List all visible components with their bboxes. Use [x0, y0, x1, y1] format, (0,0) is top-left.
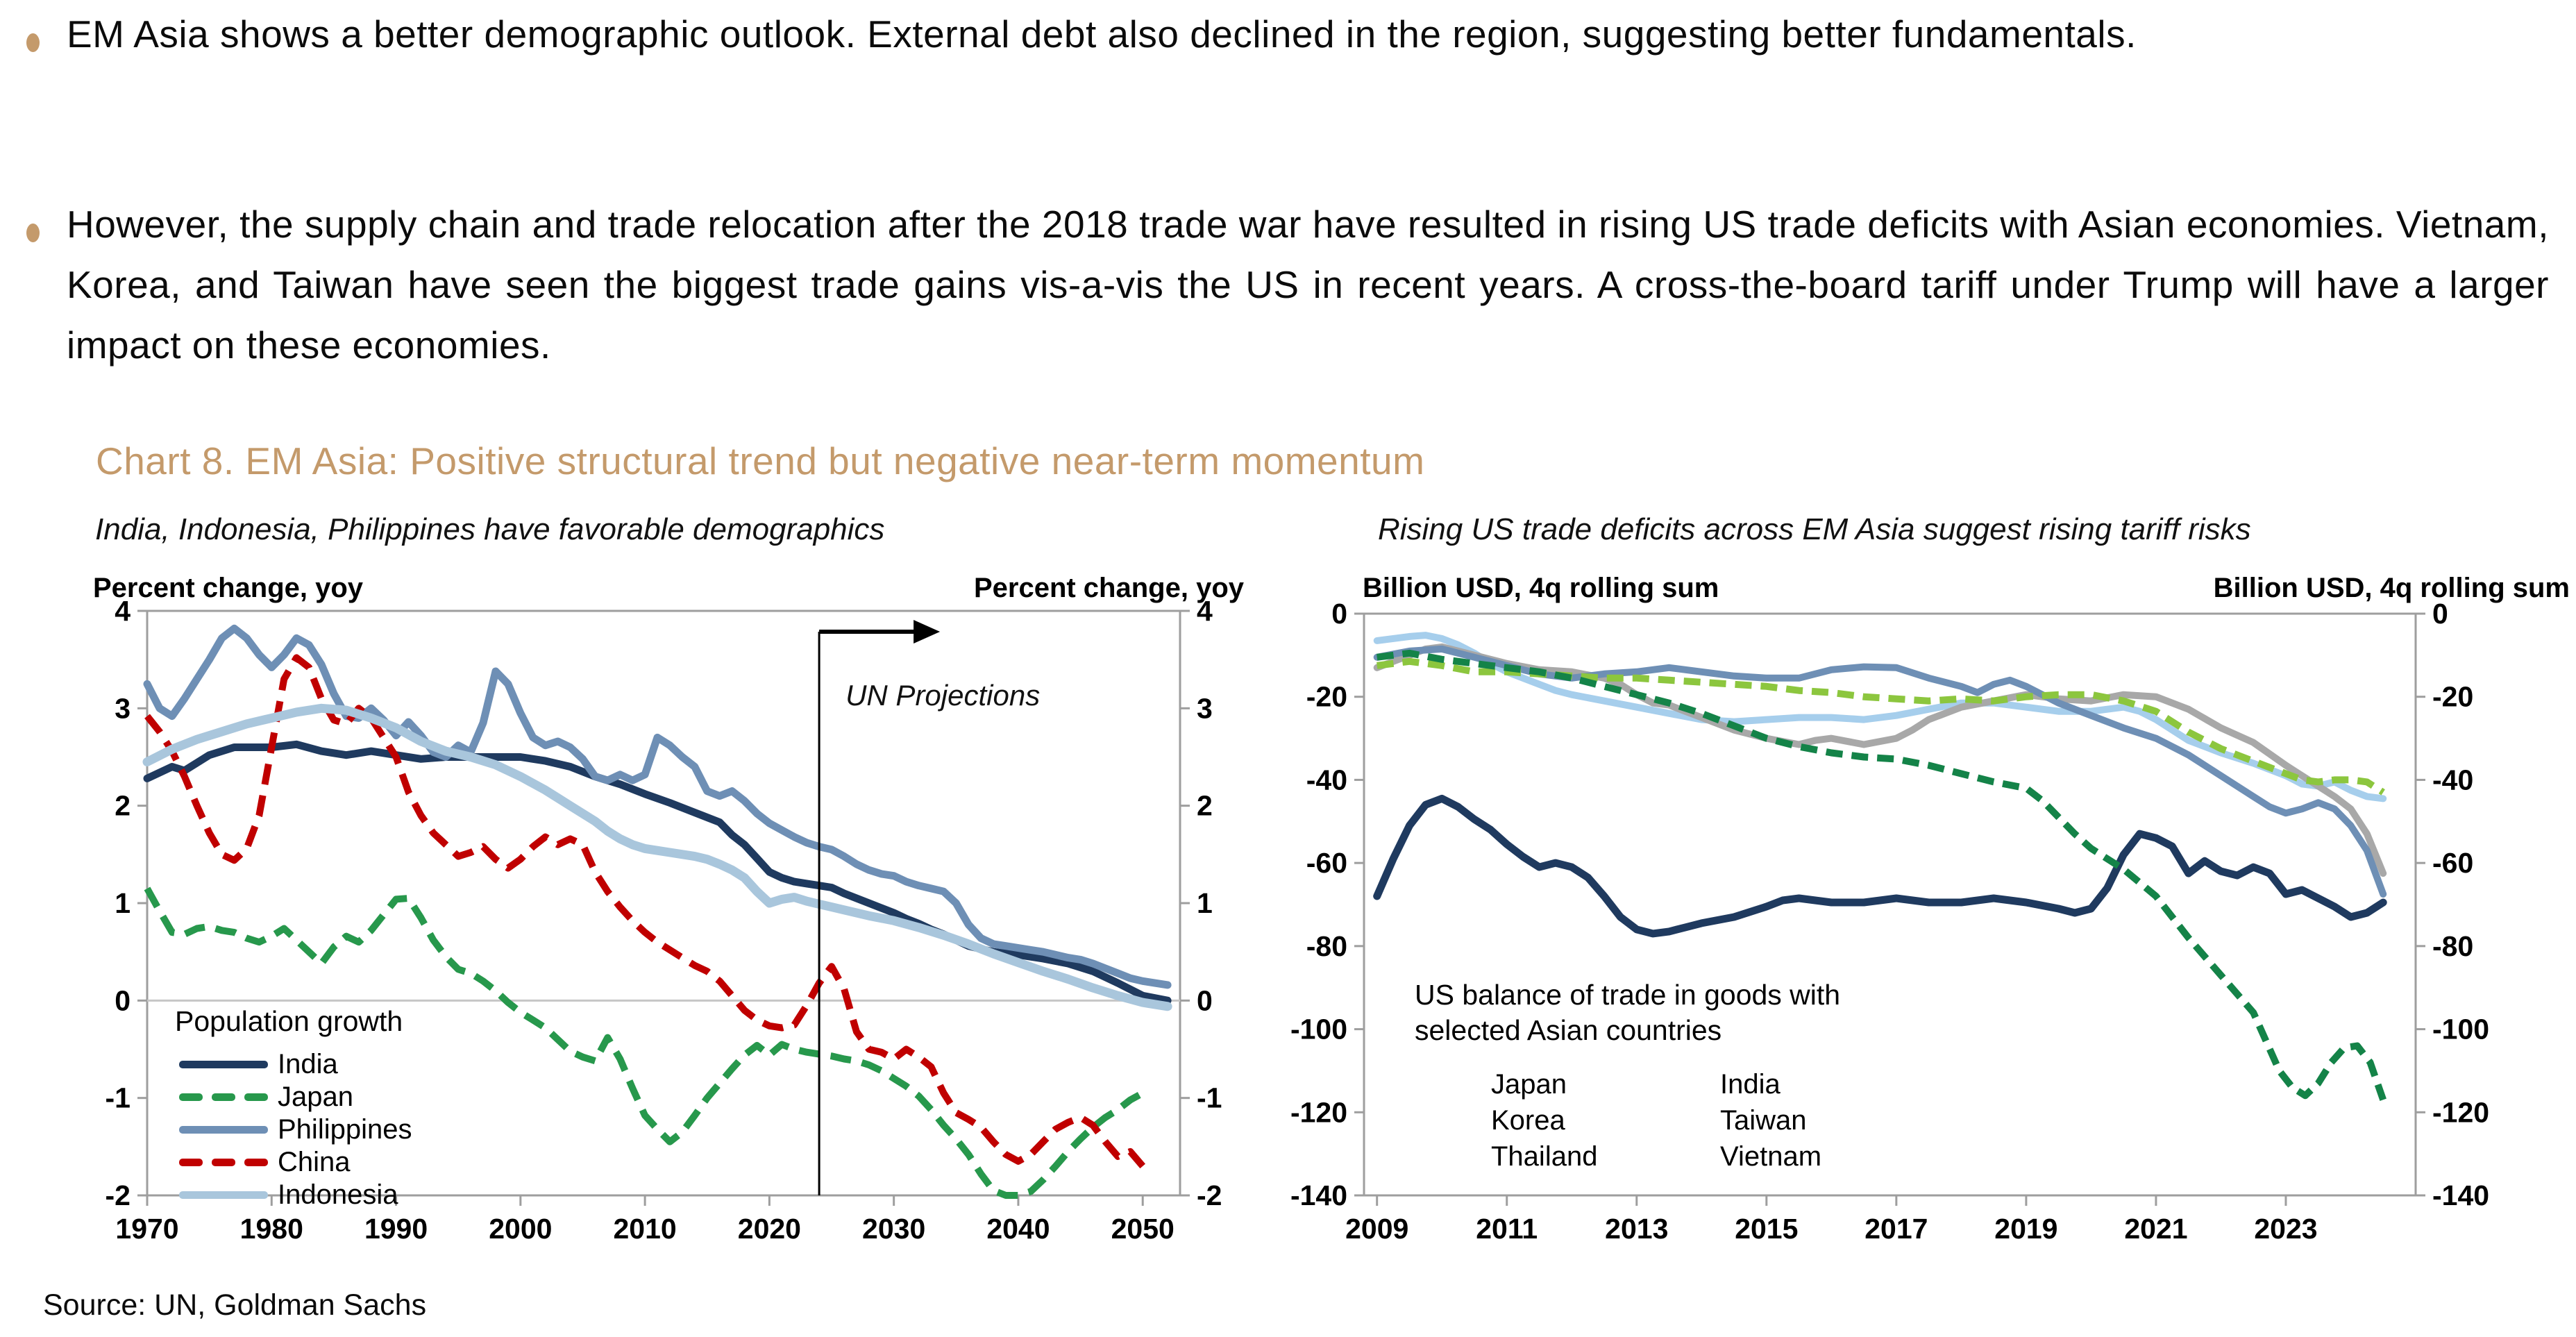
- legend-label: Taiwan: [1720, 1105, 1807, 1136]
- svg-text:-120: -120: [2432, 1096, 2490, 1129]
- svg-text:1980: 1980: [239, 1213, 303, 1245]
- svg-text:-2: -2: [1197, 1179, 1222, 1211]
- source-line: Source: UN, Goldman Sachs: [43, 1288, 427, 1322]
- svg-text:-1: -1: [105, 1082, 131, 1114]
- right-chart-subtitle: Rising US trade deficits across EM Asia suggest rising tariff risks: [1378, 512, 2251, 546]
- right-chart-note: US balance of trade in goods with selected Asian countries: [1415, 979, 1841, 1046]
- legend-label: Thailand: [1491, 1141, 1598, 1172]
- legend-label: China: [278, 1147, 351, 1177]
- svg-text:-100: -100: [2432, 1013, 2490, 1045]
- dashed-line-swatch-icon: [179, 1159, 268, 1166]
- svg-text:UN Projections: UN Projections: [845, 679, 1041, 712]
- svg-text:-80: -80: [2432, 930, 2474, 962]
- svg-text:2023: 2023: [2254, 1213, 2318, 1245]
- legend-label: Japan: [278, 1082, 353, 1112]
- solid-line-swatch-icon: [179, 1126, 268, 1134]
- legend-item-indonesia: [179, 1179, 412, 1211]
- svg-text:2021: 2021: [2124, 1213, 2188, 1245]
- svg-text:2015: 2015: [1735, 1213, 1799, 1245]
- legend-label: India: [278, 1049, 338, 1079]
- svg-text:1: 1: [1197, 887, 1213, 919]
- svg-text:0: 0: [1331, 598, 1347, 630]
- svg-text:2030: 2030: [862, 1213, 926, 1245]
- svg-text:2009: 2009: [1345, 1213, 1409, 1245]
- legend-item-japan: [1398, 1070, 1627, 1099]
- svg-text:-2: -2: [105, 1179, 131, 1211]
- svg-text:2019: 2019: [1994, 1213, 2058, 1245]
- svg-text:2011: 2011: [1476, 1213, 1538, 1245]
- legend-item-india: [1627, 1070, 1821, 1099]
- svg-text:2050: 2050: [1111, 1213, 1175, 1245]
- legend-label: Vietnam: [1720, 1141, 1822, 1172]
- svg-text:1990: 1990: [364, 1213, 428, 1245]
- bullet-icon: [26, 224, 40, 242]
- svg-text:0: 0: [1197, 984, 1213, 1017]
- bullet-item-1: EM Asia shows a better demographic outlook. External debt also declined in the region, suggesting better fundamentals.: [67, 12, 2137, 56]
- svg-text:Percent change, yoy: Percent change, yoy: [93, 573, 364, 603]
- bullet-icon: [26, 33, 40, 52]
- svg-text:4: 4: [115, 595, 131, 627]
- svg-text:2: 2: [115, 789, 131, 822]
- svg-text:2017: 2017: [1864, 1213, 1928, 1245]
- legend-label: Korea: [1491, 1105, 1565, 1136]
- trade-balance-line-chart: [1243, 561, 2576, 1286]
- legend-item-vietnam: [1627, 1143, 1821, 1171]
- legend-item-thailand: [1398, 1143, 1627, 1171]
- svg-text:4: 4: [1197, 595, 1213, 627]
- svg-text:-60: -60: [2432, 847, 2474, 880]
- svg-text:-100: -100: [1290, 1013, 1347, 1045]
- legend-label: Indonesia: [278, 1179, 398, 1210]
- svg-text:2040: 2040: [986, 1213, 1050, 1245]
- left-chart-legend: [179, 1048, 412, 1211]
- solid-line-swatch-icon: [179, 1061, 268, 1068]
- svg-text:1970: 1970: [115, 1213, 179, 1245]
- svg-text:Percent change, yoy: Percent change, yoy: [973, 573, 1244, 603]
- svg-text:Billion USD, 4q rolling sum: Billion USD, 4q rolling sum: [2213, 573, 2570, 603]
- svg-text:2010: 2010: [613, 1213, 677, 1245]
- svg-text:-40: -40: [2432, 764, 2474, 796]
- svg-text:2013: 2013: [1605, 1213, 1669, 1245]
- left-chart-subtitle: India, Indonesia, Philippines have favorable demographics: [95, 512, 885, 546]
- svg-text:0: 0: [115, 984, 131, 1017]
- svg-text:1: 1: [115, 887, 131, 919]
- svg-text:2: 2: [1197, 789, 1213, 822]
- svg-text:3: 3: [115, 692, 131, 725]
- dashed-line-swatch-icon: [179, 1093, 268, 1101]
- legend-item-india: [179, 1048, 412, 1081]
- chart-section-title: Chart 8. EM Asia: Positive structural trend but negative near-term momentum: [96, 439, 1425, 482]
- svg-text:-80: -80: [1306, 930, 1347, 962]
- svg-text:2000: 2000: [489, 1213, 553, 1245]
- legend-item-philippines: [179, 1113, 412, 1146]
- svg-text:3: 3: [1197, 692, 1213, 725]
- svg-text:-20: -20: [1306, 680, 1347, 713]
- legend-label: India: [1720, 1069, 1781, 1100]
- svg-text:-1: -1: [1197, 1082, 1222, 1114]
- bullet-item-2: However, the supply chain and trade relocation after the 2018 trade war have resulted in rising US trade deficits with Asian economies. Vietnam, Korea, and Taiwan have seen the biggest trade gains vis-a-vis the US in recent years. A cross-the-board tariff under Trump will have a larger impact on these economies.: [67, 203, 2549, 367]
- svg-text:Billion USD, 4q rolling sum: Billion USD, 4q rolling sum: [1363, 573, 1719, 603]
- svg-text:-120: -120: [1290, 1096, 1347, 1129]
- svg-text:-40: -40: [1306, 764, 1347, 796]
- svg-text:0: 0: [2432, 598, 2448, 630]
- legend-item-korea: [1398, 1107, 1627, 1135]
- svg-text:2020: 2020: [737, 1213, 801, 1245]
- solid-line-swatch-icon: [179, 1191, 268, 1199]
- svg-text:-140: -140: [1290, 1179, 1347, 1211]
- legend-item-taiwan: [1627, 1107, 1821, 1135]
- right-chart-legend: [1398, 1070, 1821, 1171]
- svg-text:-20: -20: [2432, 680, 2474, 713]
- svg-text:-140: -140: [2432, 1179, 2490, 1211]
- left-legend-title: Population growth: [175, 1005, 403, 1037]
- legend-item-china: [179, 1146, 412, 1179]
- svg-text:-60: -60: [1306, 847, 1347, 880]
- legend-item-japan: [179, 1081, 412, 1113]
- legend-label: Philippines: [278, 1114, 412, 1145]
- legend-label: Japan: [1491, 1069, 1567, 1100]
